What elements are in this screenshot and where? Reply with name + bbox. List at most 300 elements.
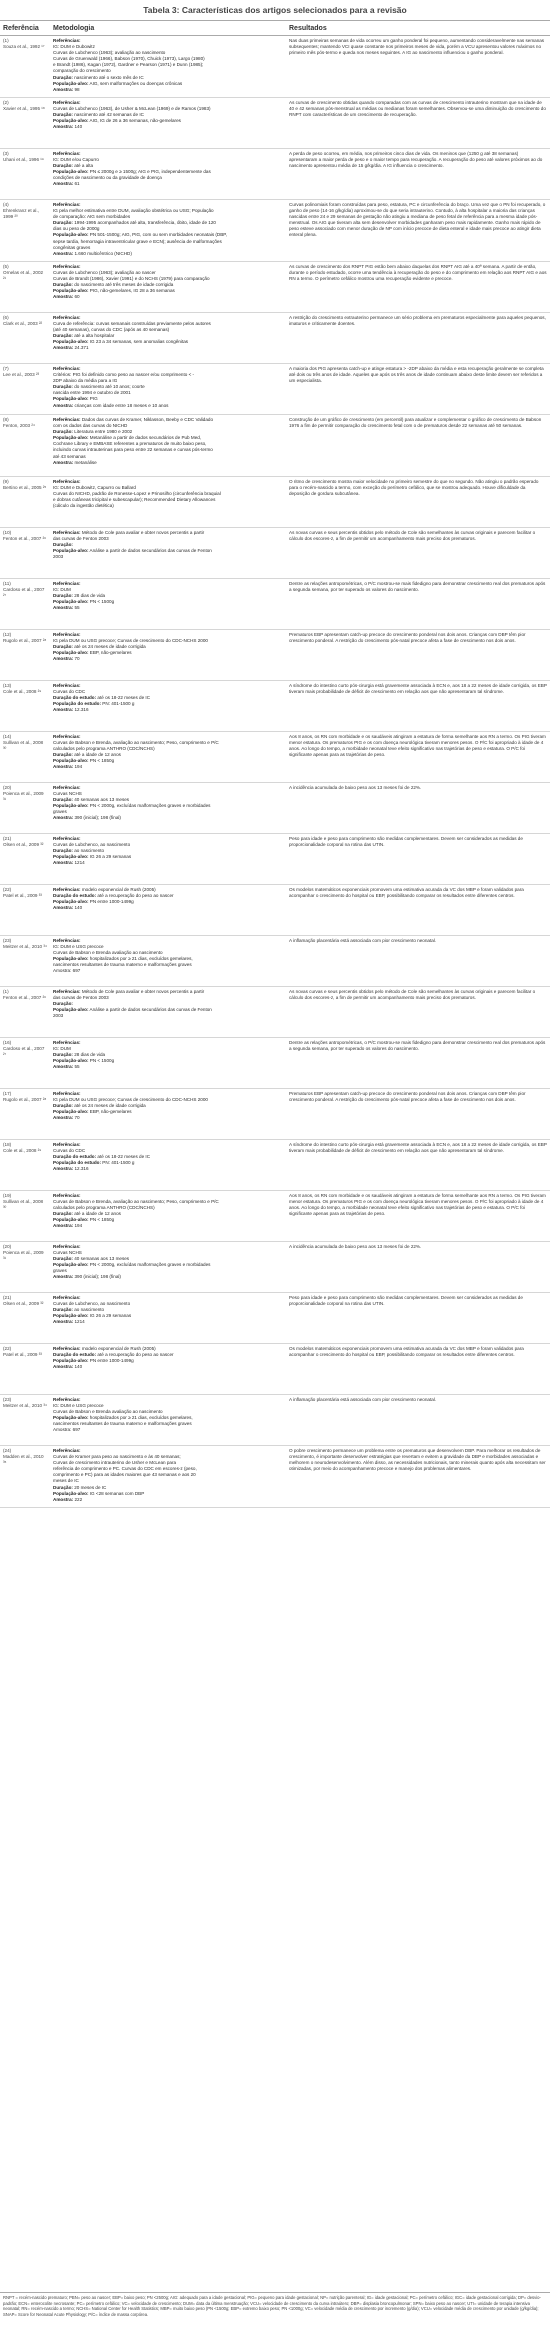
table-row xyxy=(0,1089,550,1140)
header-results: Resultados xyxy=(286,21,550,36)
methodology-line xyxy=(53,1013,283,1019)
methodology-cell xyxy=(50,1344,286,1395)
methodology-value: 390 (inicial); 198 (final) xyxy=(74,1274,121,1280)
methodology-label: Referências: xyxy=(53,1193,81,1198)
methodology-label: Referências: xyxy=(53,1295,81,1300)
methodology-line xyxy=(53,656,283,662)
methodology-value: e Brandt (1986), Kagan (1972), Gardner e Pearson (1971) e Dunn (1985); xyxy=(53,62,204,68)
reference-number: (12) xyxy=(3,632,12,637)
methodology-value: incluindo curvas intrauterinas para peso entre 22 semanas e curvas pós-termo xyxy=(53,447,213,453)
methodology-value: condições de nascimento ou da gravidade de doença xyxy=(53,175,162,181)
reference-cell xyxy=(0,36,50,98)
methodology-label: Duração do estudo: xyxy=(53,893,97,899)
methodology-label: Referências: xyxy=(53,264,81,269)
reference-citation: Souza et al., 1992 ¹⁷ xyxy=(3,44,45,50)
reference-number: (16) xyxy=(3,1040,12,1045)
results-cell: Construção de um gráfico de crescimento (em percentil) para atualizar e complementar o gráfico de crescimento de Babson 1976 a fim de permitir comparação do crescimento fetal com o de prematuros desde 22 semanas até 50 semanas. xyxy=(286,415,550,477)
articles-table xyxy=(0,21,550,1508)
methodology-value: calculados pelo programa ANTHRO (CDC/NCHS) xyxy=(53,746,155,752)
methodology-label: Referências: xyxy=(53,734,81,739)
methodology-label: População-alvo: xyxy=(53,956,89,962)
results-cell: Aos 8 anos, os RN com morbidade e os saudáveis atingiram a estatura de forma semelhante aos RN a termo. Os PIG tiveram menor estatura. Os prematuros PIG e os com doença neurológica tiveram menores pesos. O P/C foi apropriado à idade de 4 anos. Ao longo do tempo, a morbidade neonatal teve efeito significativo nas trajetórias de peso e estatura. O P/C foi significante apenas para as trajetórias de peso. xyxy=(286,732,550,783)
reference-citation: Ehrenkranz et al., 1999 ²⁰ xyxy=(3,208,40,220)
reference-citation: Xavier et al., 1995 ¹⁸ xyxy=(3,106,45,112)
methodology-value: e dobras cutâneas tricipital e subescapular); Recommended Dietary Allowances xyxy=(53,497,216,503)
methodology-cell xyxy=(50,313,286,364)
methodology-value: 194 xyxy=(74,1223,83,1229)
methodology-value: 28 dias de vida xyxy=(74,1052,106,1058)
reference-cell xyxy=(0,1191,50,1242)
reference-cell xyxy=(0,681,50,732)
methodology-value: 1214 xyxy=(74,860,85,866)
table-row xyxy=(0,1191,550,1242)
methodology-label: Duração do estudo: xyxy=(53,1352,97,1358)
reference-cell xyxy=(0,1344,50,1395)
methodology-value: PIG, não-gemelares, IG 28 a 36 semanas xyxy=(89,288,175,294)
methodology-value: até a idade de 12 anos xyxy=(74,752,121,758)
reference-number: (22) xyxy=(3,887,12,892)
methodology-value: 2DP abaixo da média para a IG xyxy=(53,378,118,384)
methodology-value: até os 18-22 meses de IC xyxy=(97,695,151,701)
methodology-label: Referências: xyxy=(53,366,81,371)
methodology-value: Curvas do CDC xyxy=(53,1148,86,1154)
methodology-cell xyxy=(50,36,286,98)
reference-citation: Patel et al., 2009 ³³ xyxy=(3,1352,42,1358)
methodology-label: Referências: xyxy=(53,38,81,43)
methodology-value: Método de Cole para avaliar e obter novos percentis a partir xyxy=(81,989,205,994)
results-cell: As novas curvas e seus percentis obtidos pelo método de Cole são semelhantes às curvas originais e parecem facilitar o cálculo dos escores-z, a fim de permitir um acompanhamento mais preciso dos prematuros. xyxy=(286,987,550,1038)
methodology-label: Amostra: xyxy=(53,764,74,770)
table-row xyxy=(0,885,550,936)
results-cell: A restrição do crescimento extrauterino permanece um sério problema em prematuros especialmente para aqueles pequenos, imaturos e criticamente doentes. xyxy=(286,313,550,364)
methodology-value: das curvas de Fenton 2003 xyxy=(53,536,109,542)
reference-citation: Lee et al., 2003 ²³ xyxy=(3,372,40,378)
reference-cell xyxy=(0,987,50,1038)
methodology-value: 1.660 multicêntrico (NICHD) xyxy=(74,250,132,256)
methodology-label: População-alvo: xyxy=(53,899,89,905)
methodology-label: Referências: xyxy=(53,1040,81,1045)
methodology-value: meses de IC xyxy=(53,1478,79,1484)
methodology-value: nascimento até 42 semanas de IC xyxy=(74,112,144,118)
methodology-value: PN 501-1500g; AIG, PIG, com ou sem morbidades neonatais (DBP, xyxy=(89,232,228,238)
methodology-cell xyxy=(50,1395,286,1446)
methodology-value: Amostra: 697 xyxy=(53,968,81,974)
reference-cell xyxy=(0,885,50,936)
results-cell: A perda de peso ocorreu, em média, nos primeiros cinco dias de vida. Os meninos que (1250 g até 38 semanas) apresentaram a maior perda de peso e o maior tempo para recuperação. A recuperação do peso até valores próximos ao do nascimento apresentou média de 15 g/kg/dia. A IG influencia o crescimento. xyxy=(286,149,550,200)
reference-number: (13) xyxy=(3,683,12,688)
methodology-value: Critérios: PIG foi definido como peso ao nascer e/ou comprimento < - xyxy=(53,372,195,378)
reference-citation: Cole et al., 2008 ²⁹ xyxy=(3,689,42,695)
methodology-value: Curvas de Babson e Brenda, avaliação ao nascimento; Peso, comprimento e P/C xyxy=(53,1199,219,1205)
table-row xyxy=(0,1293,550,1344)
methodology-value: até os 18-22 meses de IC xyxy=(97,1154,151,1160)
methodology-label: Duração: xyxy=(53,797,73,803)
reference-citation: Fenton et al., 2007 ²⁶ xyxy=(3,995,47,1001)
methodology-value: Curvas de Lubchenco, ao nascimento xyxy=(53,1301,131,1307)
methodology-value: até 43 semanas xyxy=(53,453,86,459)
methodology-label: População-alvo: xyxy=(53,118,89,124)
methodology-value: 61 xyxy=(74,181,80,187)
reference-citation: Olsen et al., 2009 ³² xyxy=(3,842,44,848)
methodology-label: Duração: xyxy=(53,384,73,390)
methodology-value: 12.316 xyxy=(74,1166,89,1172)
reference-citation: Meitzer et al., 2010 ³⁴ xyxy=(3,944,47,950)
methodology-value: Curvas NCHS xyxy=(53,1250,82,1256)
results-cell: Curvas polinomiais foram construídas para peso, estatura, PC e circunferência do braço. Uma vez que o PN foi recuperado, o ganho de peso (14-16 g/kg/dia) aproximou-se do que seria intrauterino. Contudo, à alta hospitalar a maioria das crianças nascidas entre 24 e 29 semanas de gestação não atingiu a mediana de peso fetal de referência para a mesma idade pós-menstrual. Os AIG que tiveram alta sem desenvolver morbidades ganharam peso mais rapidamente. Ganho mais rápido de peso esteve associado com menor duração de NP com início precoce de dieta enteral e idade mais precoce ao atingir dieta enteral plena. xyxy=(286,200,550,262)
methodology-label: População-alvo: xyxy=(53,1415,89,1421)
methodology-label: Referências: xyxy=(53,202,81,207)
methodology-label: Duração do estudo: xyxy=(53,695,97,701)
methodology-value: 140 xyxy=(74,124,83,130)
methodology-label: Amostra: xyxy=(53,860,74,866)
methodology-value: 20 meses de IC xyxy=(74,1484,107,1490)
methodology-value: IG <28 semanas com DBP xyxy=(89,1490,145,1496)
reference-cell xyxy=(0,834,50,885)
reference-citation: Ornelas et al., 2002 ²¹ xyxy=(3,270,44,282)
methodology-value: AIG, IG de 26 a 36 semanas, não-gemelares xyxy=(89,118,181,124)
methodology-label: Duração: xyxy=(53,1484,73,1490)
reference-citation: Fenton, 2003 ²⁴ xyxy=(3,423,35,429)
methodology-value: 55 xyxy=(74,1064,80,1070)
methodology-label: População-alvo: xyxy=(53,854,89,860)
methodology-value: (cálculo da ingestão dietética) xyxy=(53,503,114,509)
methodology-value: PN: 401-1500 g xyxy=(102,1160,135,1166)
table-label: Tabela 3: xyxy=(143,5,180,15)
methodology-label: Referências: xyxy=(53,887,81,892)
table-body xyxy=(0,36,550,1508)
results-cell: Dentre as relações antropométricas, o P/C mostrou-se mais fidedigno para demonstrar crescimento real dos prematuros após a segunda semana, por ter superado os valores do nascimento. xyxy=(286,579,550,630)
methodology-value: PN entre 1000-1499g xyxy=(89,1358,134,1364)
methodology-label: Referências: xyxy=(53,1244,81,1249)
table-row xyxy=(0,1140,550,1191)
results-cell: Prematuros EBP apresentam catch-up precoce do crescimento ponderal nos dois anos. Crianças com DBP têm pior crescimento ponderal. A restrição do crescimento pós-natal precoce afeta a fase de crescimento nos dois anos. xyxy=(286,630,550,681)
methodology-value: EBP, não-gemelares xyxy=(89,1109,132,1115)
methodology-label: Duração: xyxy=(53,1211,73,1217)
methodology-value: Cochrane Library e EMBASE referentes a prematuros de muito baixo peso, xyxy=(53,441,207,447)
reference-number: (21) xyxy=(3,836,12,841)
methodology-value: 12.316 xyxy=(74,707,89,713)
methodology-cell xyxy=(50,262,286,313)
methodology-label: Amostra: xyxy=(53,1223,74,1229)
methodology-value: Curvas de Babson e Brenda avaliação ao nascimento xyxy=(53,950,163,956)
reference-cell xyxy=(0,1140,50,1191)
reference-citation: Fenton et al., 2007 ²⁶ xyxy=(3,536,47,542)
methodology-label: Duração: xyxy=(53,1103,73,1109)
methodology-label: População-alvo: xyxy=(53,1490,89,1496)
table-row xyxy=(0,1242,550,1293)
methodology-label: Referências: xyxy=(53,836,81,841)
table-title-text: Características dos artigos selecionados para a revisão xyxy=(181,5,407,15)
table-row xyxy=(0,313,550,364)
methodology-value: IG 26 a 29 semanas xyxy=(89,854,132,860)
reference-cell xyxy=(0,149,50,200)
reference-citation: Patel et al., 2009 ³³ xyxy=(3,893,42,899)
methodology-label: População-alvo: xyxy=(53,396,89,402)
methodology-label: Duração: xyxy=(53,220,73,226)
methodology-value: Amostra: 697 xyxy=(53,1427,81,1433)
reference-cell xyxy=(0,936,50,987)
methodology-cell xyxy=(50,681,286,732)
results-cell: A inflamação placentária está associada com pior crescimento neonatal. xyxy=(286,936,550,987)
methodology-line xyxy=(53,503,283,509)
reference-number: (6) xyxy=(3,315,9,320)
methodology-label: População-alvo: xyxy=(53,435,89,441)
reference-number: (23) xyxy=(3,938,12,943)
reference-number: (14) xyxy=(3,734,12,739)
methodology-cell xyxy=(50,1293,286,1344)
methodology-value: nascimentos resultantes de trauma materno e malformações graves xyxy=(53,1421,192,1427)
methodology-label: População-alvo: xyxy=(53,758,89,764)
methodology-label: Amostra: xyxy=(53,1115,74,1121)
methodology-value: PN < 1850g xyxy=(89,758,115,764)
methodology-line xyxy=(53,554,283,560)
results-cell: A incidência acumulada de baixo peso aos 13 meses foi de 22%. xyxy=(286,783,550,834)
reference-citation: Poienca et al., 2009 ³¹ xyxy=(3,791,44,803)
methodology-label: Amostra: xyxy=(53,1166,74,1172)
reference-cell xyxy=(0,579,50,630)
reference-cell xyxy=(0,1038,50,1089)
methodology-line xyxy=(53,1497,283,1503)
reference-number: (23) xyxy=(3,1397,12,1402)
methodology-value: Curvas de Gruenwald (1966), Babson (1970), Chuick (1973), Largo (1980) xyxy=(53,56,205,62)
methodology-value: Análise a partir de dados secundários das curvas de Fenton xyxy=(89,1007,212,1013)
results-cell: As curvas de crescimento dos RNPT PIG estão bem abaixo daquelas dos RNPT AIG até a 40ª semana. A partir de então, durante o período estudado, ocorre uma tendência à recuperação do peso e do comprimento em relação aos RNPT AIG e aos RN a termo. O perímetro cefálico mostrou uma recuperação evidente e precoce. xyxy=(286,262,550,313)
abbreviations-footnote: RNPT = recém-nascido prematuro; PBN= peso ao nascer; EBP= baixo peso; PN <2500g; AIG: adequado para a idade gestacional; PIG= pequeno para idade gestacional; NP= nutrição parenteral; IG= idade gestacional; PC= perímetro cefálico; IGC= idade gestacional corrigida; DP= desvio-padrão; ECN= enterocolite necrosante; PC= perímetro cefálico; VC= velocidade de crescimento; DUM= data da última menstruação; VCU= velocidade de crescimento da curva intraútero; DBP= displasia broncopulmonar; SPN= baixo peso ao nascer; UTI= unidade de terapia intensiva neonatal; RN= recém-nascido a termo; NCHS= National Center for Health Statistics; MBP= muito baixo peso (PN <1500g; EBP= extremo baixo peso; PN <1000g; VC= velocidade média de crescimento por incremento (g/dia); VCU= velocidade média de crescimento por unidade (g/kg/dia); SNAP= Score for Neonatal Acute Physiology; P/C= índice de massa corpórea. xyxy=(0,2292,550,2319)
reference-number: (8) xyxy=(3,417,9,422)
table-row xyxy=(0,732,550,783)
methodology-line xyxy=(53,251,283,257)
reference-number: (17) xyxy=(3,1091,12,1096)
methodology-label: População-alvo: xyxy=(53,803,89,809)
methodology-value: crianças com idade entre 18 meses e 10 anos xyxy=(74,402,169,408)
methodology-value: 194 xyxy=(74,764,83,770)
reference-cell xyxy=(0,415,50,477)
reference-number: (19) xyxy=(3,1193,12,1198)
methodology-value: Curvas de Brandt (1986), Xavier (1991) e do NCHS (1979) para comparação xyxy=(53,276,210,282)
methodology-cell xyxy=(50,477,286,528)
methodology-value: Curvas do CDC xyxy=(53,689,86,695)
methodology-value: PN: 401-1500 g xyxy=(102,701,135,707)
methodology-label: Amostra: xyxy=(53,815,74,821)
methodology-cell xyxy=(50,732,286,783)
methodology-value: IG 23 a 34 semanas, sem anomalias congênitas xyxy=(89,339,189,345)
methodology-value: do nascimento até três meses de idade corrigida xyxy=(74,282,174,288)
methodology-line xyxy=(53,460,283,466)
reference-cell xyxy=(0,262,50,313)
methodology-label: Duração: xyxy=(53,282,73,288)
results-cell: Aos 8 anos, os RN com morbidade e os saudáveis atingiram a estatura de forma semelhante aos RN a termo. Os PIG tiveram menor estatura. Os prematuros PIG e os com doença neurológica tiveram menores pesos. O P/C foi apropriado à idade de 4 anos. Ao longo do tempo, a morbidade neonatal teve efeito significativo nas trajetórias de peso e estatura. O P/C foi significante apenas para as trajetórias de peso. xyxy=(286,1191,550,1242)
methodology-value: PN < 2000g, excluídas malformações graves e morbidades xyxy=(89,803,211,809)
methodology-value: Curvas de Babson e Brenda avaliação ao nascimento xyxy=(53,1409,163,1415)
reference-citation: Sullivan et al., 2008 ³⁰ xyxy=(3,1199,44,1211)
methodology-value: 55 xyxy=(74,605,80,611)
methodology-value: IG: DUM e USG precoce xyxy=(53,944,104,950)
methodology-value: Curvas NCHS xyxy=(53,791,82,797)
table-row xyxy=(0,987,550,1038)
methodology-value: Análise a partir de dados secundários das curvas de Fenton xyxy=(89,548,212,554)
methodology-value: congênitas graves xyxy=(53,244,91,250)
methodology-value: PN ≤ 2000g e ≥ 1500g; AIG e PIG, independentemente das xyxy=(89,169,211,175)
methodology-value: Curvas de crescimento intrauterino de Usher e McLean para xyxy=(53,1460,177,1466)
methodology-value: ao nascimento xyxy=(74,848,105,854)
methodology-value: hospitalizados por ≥ 21 dias, excluídos gemelares, xyxy=(89,956,193,962)
results-cell: Os modelos matemáticos exponenciais promovem uma estimativa acurada da VC dos MBP e foram validados para acompanhar o crescimento do hospital ou EBP, possibilitando comparar os resultados entre diferentes centros. xyxy=(286,1344,550,1395)
methodology-cell xyxy=(50,1089,286,1140)
reference-number: (21) xyxy=(3,1295,12,1300)
methodology-label: População-alvo: xyxy=(53,1262,89,1268)
methodology-value: PN < 1500g xyxy=(89,599,115,605)
reference-cell xyxy=(0,783,50,834)
reference-citation: Rugolo et al., 2007 ²⁸ xyxy=(3,1097,47,1103)
methodology-cell xyxy=(50,528,286,579)
methodology-line xyxy=(53,605,283,611)
methodology-label: Duração: xyxy=(53,1307,73,1313)
reference-cell xyxy=(0,1089,50,1140)
methodology-cell xyxy=(50,415,286,477)
methodology-cell xyxy=(50,936,286,987)
methodology-label: Amostra: xyxy=(53,1274,74,1280)
methodology-cell xyxy=(50,1446,286,1508)
methodology-label: Referências: xyxy=(53,417,81,422)
results-cell: As novas curvas e seus percentis obtidos pelo método de Cole são semelhantes às curvas originais e parecem facilitar o cálculo dos escores-z, a fim de permitir um acompanhamento mais preciso dos prematuros. xyxy=(286,528,550,579)
methodology-label: População-alvo: xyxy=(53,548,89,554)
methodology-label: Referências: xyxy=(53,632,81,637)
methodology-value: até os 24 meses de idade corrigida xyxy=(74,644,146,650)
methodology-label: Referências: xyxy=(53,1142,81,1147)
methodology-value: IG: DUM xyxy=(53,587,71,593)
methodology-line xyxy=(53,1166,283,1172)
methodology-cell xyxy=(50,1191,286,1242)
methodology-label: Referências: xyxy=(53,938,81,943)
methodology-value: do nascimento até 10 anos; coorte xyxy=(74,384,145,390)
methodology-label: Amostra: xyxy=(53,86,74,92)
methodology-cell xyxy=(50,149,286,200)
methodology-label: Amostra: xyxy=(53,1064,74,1070)
reference-citation: Rugolo et al., 2007 ²⁸ xyxy=(3,638,47,644)
methodology-value: IG: DUM e/ou Capurro xyxy=(53,157,99,163)
methodology-label: Referências: xyxy=(53,785,81,790)
methodology-label: Referências: xyxy=(53,1346,81,1351)
methodology-cell xyxy=(50,987,286,1038)
results-cell: O pobre crescimento permanece um problema entre os prematuros que desenvolvem DBP. Para melhorar os resultados de crescimento, é importante desenvolver estratégias que revertam e evitem a gravidade da DBP e morbidades associadas e melhorem o neurodesenvolvimento. Além disso, as necessidades nutricionais, tanto minerais quanto após alta necessitam ser otimizadas, por meio do acompanhamento precoce e manejo dos problemas alimentares. xyxy=(286,1446,550,1508)
reference-number: (4) xyxy=(3,202,9,207)
methodology-value: IG 26 a 29 semanas xyxy=(89,1313,132,1319)
methodology-line xyxy=(53,1427,283,1433)
table-row xyxy=(0,415,550,477)
methodology-label: Amostra: xyxy=(53,707,74,713)
methodology-label: Referências: xyxy=(53,151,81,156)
methodology-cell xyxy=(50,885,286,936)
methodology-line xyxy=(53,1364,283,1370)
table-row xyxy=(0,681,550,732)
methodology-label: População-alvo: xyxy=(53,1217,89,1223)
methodology-label: Duração: xyxy=(53,112,73,118)
methodology-label: Amostra: xyxy=(53,402,74,408)
methodology-value: de comparação: AIG sem morbidades xyxy=(53,214,131,220)
reference-citation: Madden et al., 2010 ³⁵ xyxy=(3,1454,44,1466)
methodology-value: ao nascimento xyxy=(74,1307,105,1313)
methodology-value: PIG xyxy=(89,396,98,402)
methodology-label: População-alvo: xyxy=(53,1058,89,1064)
methodology-label: Duração: xyxy=(53,752,73,758)
table-row xyxy=(0,200,550,262)
methodology-value: graves xyxy=(53,809,67,815)
methodology-value: IG pela melhor estimativa entre DUM, avaliação obstétrica ou USG; População xyxy=(53,208,214,214)
methodology-value: IG: DUM e Dubowitz xyxy=(53,44,95,50)
methodology-label: População-alvo: xyxy=(53,232,89,238)
methodology-label: Duração: xyxy=(53,593,73,599)
methodology-label: População-alvo: xyxy=(53,1109,89,1115)
methodology-label: Amostra: xyxy=(53,181,74,187)
methodology-value: (até 40 semanas), curvas do CDC (após as 40 semanas) xyxy=(53,327,170,333)
methodology-value: graves xyxy=(53,1268,67,1274)
methodology-value: 60 xyxy=(74,294,80,300)
reference-citation: Bertino et al., 2005 ²⁵ xyxy=(3,485,47,491)
methodology-label: Amostra: xyxy=(53,345,74,351)
table-row xyxy=(0,528,550,579)
methodology-value: PN < 1500g xyxy=(89,1058,115,1064)
methodology-value: AIG, sem malformações ou doenças crônicas xyxy=(89,80,183,86)
methodology-label: Referências: xyxy=(53,315,81,320)
reference-citation: Sullivan et al., 2008 ³⁰ xyxy=(3,740,44,752)
table-row xyxy=(0,1038,550,1089)
reference-cell xyxy=(0,1242,50,1293)
methodology-label: População do estudo: xyxy=(53,701,101,707)
methodology-label: Amostra: xyxy=(53,1319,74,1325)
methodology-value: IG pela DUM ou USG precoce; Curvas de crescimento do CDC-NCHS 2000 xyxy=(53,638,208,644)
methodology-line xyxy=(53,1274,283,1280)
methodology-label: Referências: xyxy=(53,683,81,688)
methodology-value: 2003 xyxy=(53,554,64,560)
methodology-label: Amostra: xyxy=(53,1364,74,1370)
methodology-label: Duração: xyxy=(53,1001,73,1007)
methodology-line xyxy=(53,181,283,187)
results-cell: Peso para idade e peso para comprimento são medidas complementares. Devem ser considerados as medidas de proporcionalidade corporal na rotina das UTIN. xyxy=(286,834,550,885)
results-cell: Dentre as relações antropométricas, o P/C mostrou-se mais fidedigno para demonstrar crescimento real dos prematuros após a segunda semana, por ter superado os valores do nascimento. xyxy=(286,1038,550,1089)
methodology-value: Curvas de Kramer para peso ao nascimento e às 40 semanas; xyxy=(53,1454,181,1460)
methodology-line xyxy=(53,124,283,130)
methodology-cell xyxy=(50,630,286,681)
methodology-label: Referências: xyxy=(53,581,81,586)
methodology-value: até os 24 meses de idade corrigida xyxy=(74,1103,146,1109)
table-row xyxy=(0,364,550,415)
reference-number: (20) xyxy=(3,1244,12,1249)
methodology-value: até a alta xyxy=(74,163,94,169)
reference-number: (5) xyxy=(3,264,9,269)
methodology-label: Referências: xyxy=(53,1397,81,1402)
reference-number: (18) xyxy=(3,1142,12,1147)
methodology-label: Referências: xyxy=(53,1091,81,1096)
methodology-value: 98 xyxy=(74,86,80,92)
results-cell: A incidência acumulada de baixo peso aos 13 meses foi de 22%. xyxy=(286,1242,550,1293)
table-row xyxy=(0,36,550,98)
methodology-cell xyxy=(50,98,286,149)
results-cell: As curvas de crescimento obtidas quando comparadas com as curvas de crescimento intrauterino mostram que na idade de 40 e 42 semanas pós-menstrual as médias ou medianas foram semelhantes. Observou-se uma diminuição do crescimento do RNPT com características de um crescimento de recuperação. xyxy=(286,98,550,149)
reference-number: (1) xyxy=(3,38,9,43)
results-cell: O ritmo de crescimento mostra maior velocidade no primeiro semestre do que no segundo. Não atingiu o padrão esperado para o recém-nascido a termo, com exceção do perímetro cefálico, que se mostrou adequado. Houve dificuldade da deposição de gordura subcutânea. xyxy=(286,477,550,528)
methodology-label: Amostra: xyxy=(53,250,74,256)
methodology-value: modelo exponencial de Rush (2005) xyxy=(81,1346,156,1351)
table-row xyxy=(0,262,550,313)
methodology-label: Amostra: xyxy=(53,605,74,611)
results-cell: Nas duas primeiras semanas de vida ocorreu um ganho ponderal foi pequeno, aumentando consideravelmente nas semanas subsequentes; mantendo VCI quase constante nos primeiros meses de vida, porém a VCU apresentou valores máximos no primeiro mês pós-termo e queda nos meses seguintes. A IG ao nascimento influenciou o ganho ponderal. xyxy=(286,36,550,98)
methodology-value: comparação do crescimento xyxy=(53,68,111,74)
table-row xyxy=(0,630,550,681)
results-cell: Os modelos matemáticos exponenciais promovem uma estimativa acurada da VC dos MBP e foram validados para acompanhar o crescimento do hospital ou EBP, possibilitando comparar os resultados entre diferentes centros. xyxy=(286,885,550,936)
methodology-line xyxy=(53,968,283,974)
methodology-label: População-alvo: xyxy=(53,288,89,294)
methodology-value: Curvas de Lubchenco (1963); avaliação ao nascer xyxy=(53,270,156,276)
